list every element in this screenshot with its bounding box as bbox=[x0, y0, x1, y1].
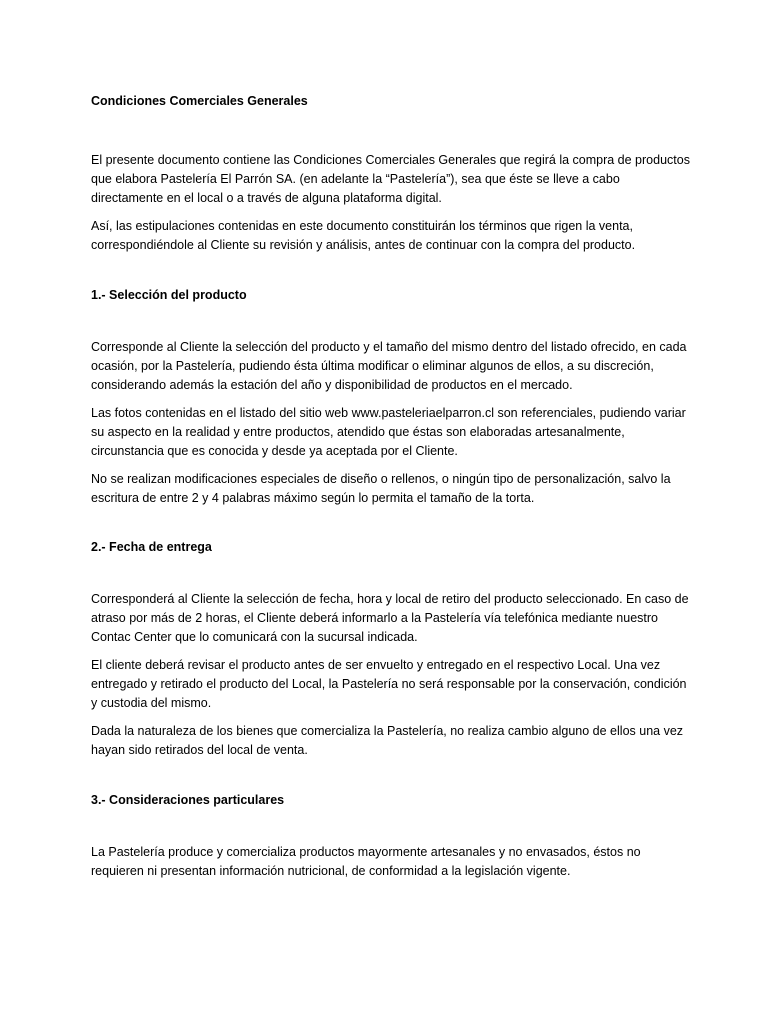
section-2-paragraph-2: El cliente deberá revisar el producto antes de ser envuelto y entregado en el respectivo Local. Una vez entregado y retirado el producto del Local, la Pastelería no será responsable por la conservación, condición y custodia del mismo. bbox=[91, 658, 687, 710]
section-1-paragraph-2: Las fotos contenidas en el listado del sitio web www.pasteleriaelparron.cl son referenciales, pudiendo variar su aspecto en la realidad y entre productos, atendido que éstas son elaboradas artesanalmente, circunstancia que es conocida y desde ya aceptada por el Cliente. bbox=[91, 406, 686, 458]
section-2-paragraph-3: Dada la naturaleza de los bienes que comercializa la Pastelería, no realiza cambio alguno de ellos una vez hayan sido retirados del local de venta. bbox=[91, 724, 684, 757]
document-page bbox=[91, 92, 691, 881]
intro-paragraph-2: Así, las estipulaciones contenidas en este documento constituirán los términos que rigen la venta, correspondiéndole al Cliente su revisión y análisis, antes de continuar con la compra del producto. bbox=[91, 219, 636, 252]
section-2-paragraph-1: Corresponderá al Cliente la selección de fecha, hora y local de retiro del producto seleccionado. En caso de atraso por más de 2 horas, el Cliente deberá informarlo a la Pastelería vía telefónica mediante nuestro Contac Center que lo comunicará con la sucursal indicada. bbox=[91, 592, 689, 644]
section-3-paragraph-1: La Pastelería produce y comercializa productos mayormente artesanales y no envasados, éstos no requieren ni presentan información nutricional, de conformidad a la legislación vigente. bbox=[91, 845, 641, 878]
section-1-paragraph-1: Corresponde al Cliente la selección del producto y el tamaño del mismo dentro del listado ofrecido, en cada ocasión, por la Pastelería, pudiendo ésta última modificar o eliminar algunos de ellos, a su discreción, considerando además la estación del año y disponibilidad de productos en el mercado. bbox=[91, 340, 687, 392]
section-3-heading: 3.- Consideraciones particulares bbox=[91, 793, 285, 807]
section-2-heading: 2.- Fecha de entrega bbox=[91, 540, 212, 554]
intro-paragraph-1: El presente documento contiene las Condiciones Comerciales Generales que regirá la compra de productos que elabora Pastelería El Parrón SA. (en adelante la “Pastelería”), sea que éste se lleve a cabo directamente en el local o a través de alguna plataforma digital. bbox=[91, 153, 690, 205]
section-1-paragraph-3: No se realizan modificaciones especiales de diseño o rellenos, o ningún tipo de personalización, salvo la escritura de entre 2 y 4 palabras máximo según lo permita el tamaño de la torta. bbox=[91, 472, 671, 505]
document-title: Condiciones Comerciales Generales bbox=[91, 94, 308, 108]
section-1-heading: 1.- Selección del producto bbox=[91, 288, 247, 302]
